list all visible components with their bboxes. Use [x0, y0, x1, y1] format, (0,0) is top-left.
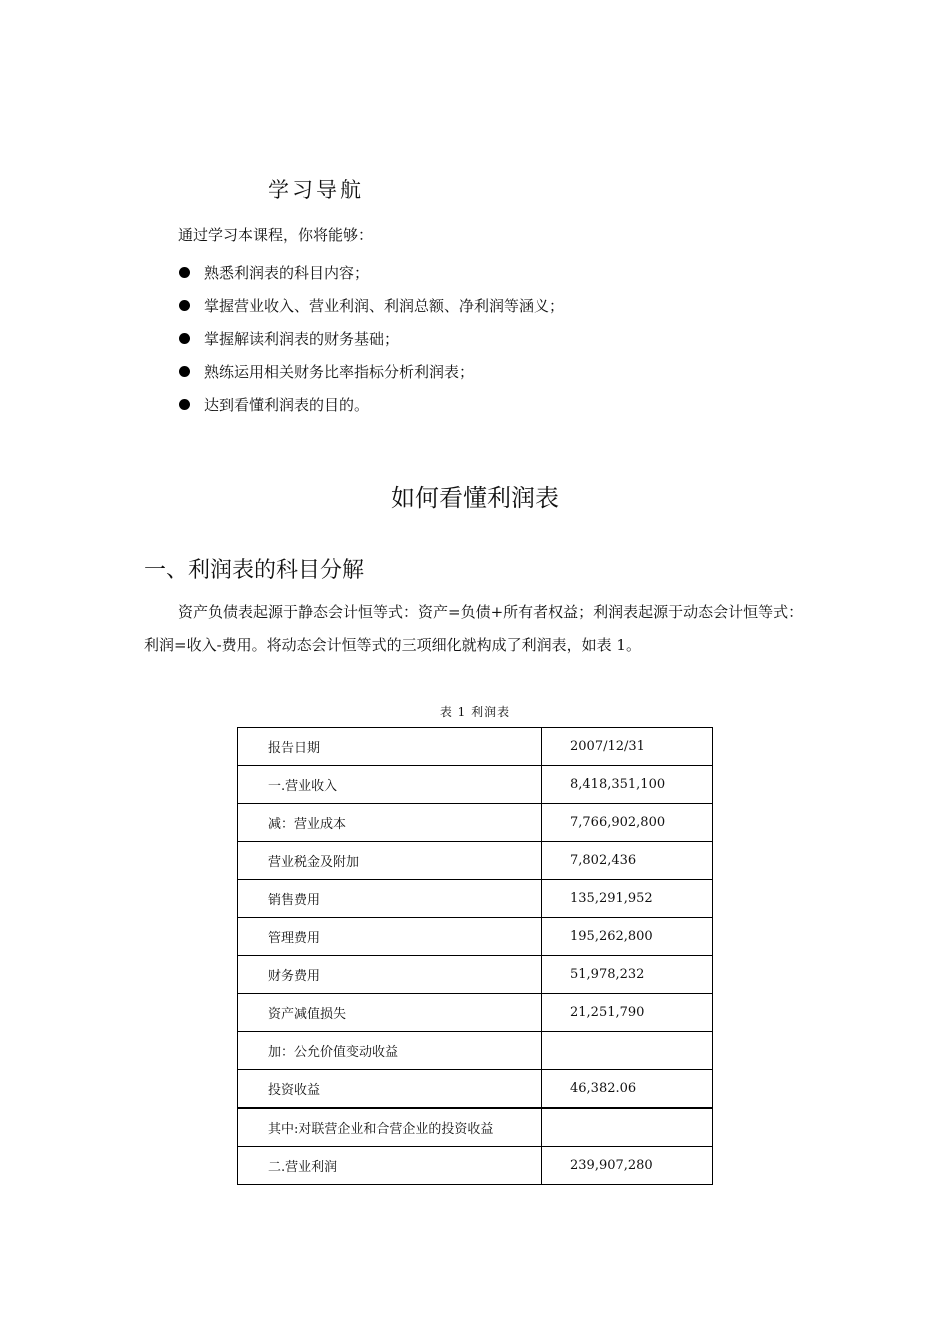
goal-text: 熟悉利润表的科目内容；: [204, 264, 370, 282]
goal-item: [178, 322, 564, 355]
row-value: [542, 1108, 713, 1147]
goal-text: 掌握营业收入、营业利润、利润总额、净利润等涵义；: [204, 297, 565, 315]
bullet-icon: [179, 366, 190, 377]
table-row: [238, 1147, 713, 1185]
row-item: 报告日期: [238, 728, 542, 766]
row-item: 资产减值损失: [238, 994, 542, 1032]
row-value: 7,766,902,800: [542, 804, 713, 842]
row-value: [542, 1032, 713, 1070]
row-value: 51,978,232: [542, 956, 713, 994]
table-row: [238, 804, 713, 842]
bullet-icon: [179, 300, 190, 311]
goal-text: 达到看懂利润表的目的。: [204, 396, 370, 414]
row-value: 239,907,280: [542, 1147, 713, 1185]
row-item: 投资收益: [238, 1070, 542, 1109]
nav-title: 学习导航: [268, 178, 364, 202]
row-item: 一.营业收入: [238, 766, 542, 804]
row-value: 195,262,800: [542, 918, 713, 956]
row-item: 其中:对联营企业和合营企业的投资收益: [238, 1108, 542, 1147]
table-row: [238, 918, 713, 956]
table-row: [238, 880, 713, 918]
goals-list: [178, 256, 564, 421]
table-row: [238, 956, 713, 994]
section-title: 一、利润表的科目分解: [144, 558, 365, 583]
row-item: 管理费用: [238, 918, 542, 956]
row-value: 2007/12/31: [542, 728, 713, 766]
bullet-icon: [179, 399, 190, 410]
table-caption: 表 1 利润表: [439, 705, 511, 719]
row-item: 营业税金及附加: [238, 842, 542, 880]
goal-item: [178, 355, 564, 388]
table-row: [238, 1032, 713, 1070]
bullet-icon: [179, 267, 190, 278]
table-row: [238, 766, 713, 804]
body-paragraph: 资产负债表起源于静态会计恒等式：资产=负债+所有者权益；利润表起源于动态会计恒等式：利润=收入-费用。将动态会计恒等式的三项细化就构成了利润表，如表 1。: [144, 603, 804, 654]
row-item: 加：公允价值变动收益: [238, 1032, 542, 1070]
main-title: 如何看懂利润表: [391, 484, 559, 512]
table-row: [238, 842, 713, 880]
table-row: [238, 1108, 713, 1147]
table-row: [238, 728, 713, 766]
goal-text: 熟练运用相关财务比率指标分析利润表；: [204, 363, 475, 381]
income-statement-table: [237, 727, 713, 1185]
row-item: 销售费用: [238, 880, 542, 918]
goal-item: [178, 256, 564, 289]
table-row: [238, 1070, 713, 1109]
row-item: 减：营业成本: [238, 804, 542, 842]
goal-item: [178, 388, 564, 421]
row-item: 二.营业利润: [238, 1147, 542, 1185]
row-value: 135,291,952: [542, 880, 713, 918]
row-value: 7,802,436: [542, 842, 713, 880]
row-value: 46,382.06: [542, 1070, 713, 1109]
row-value: 8,418,351,100: [542, 766, 713, 804]
goal-item: [178, 289, 564, 322]
row-item: 财务费用: [238, 956, 542, 994]
intro-text: 通过学习本课程，你将能够：: [178, 226, 374, 244]
table-row: [238, 994, 713, 1032]
goal-text: 掌握解读利润表的财务基础；: [204, 330, 400, 348]
bullet-icon: [179, 333, 190, 344]
row-value: 21,251,790: [542, 994, 713, 1032]
